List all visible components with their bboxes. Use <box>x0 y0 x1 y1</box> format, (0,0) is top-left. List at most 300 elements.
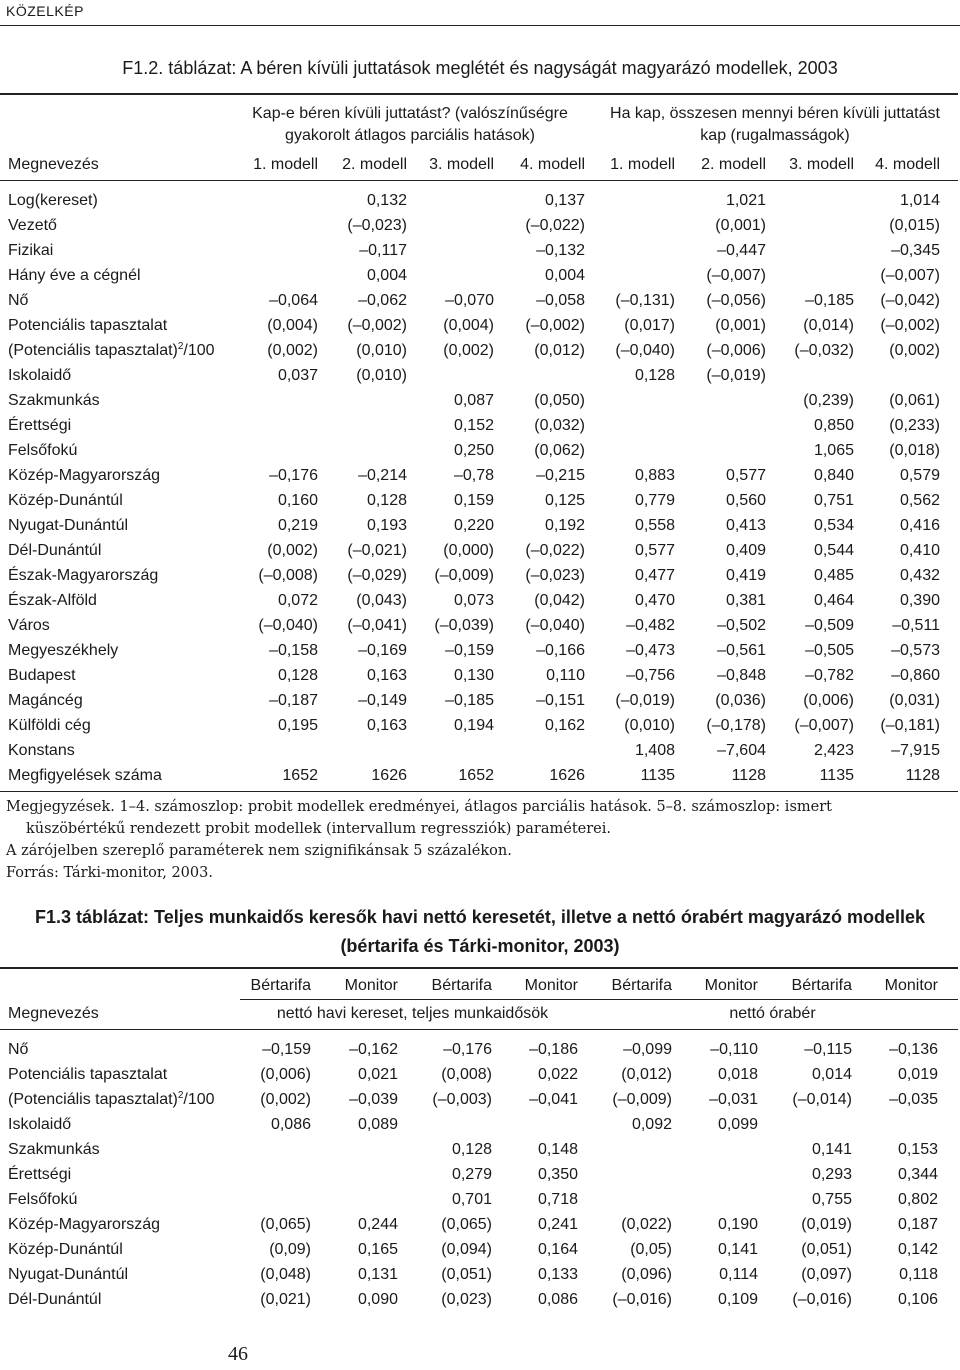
table-cell: (0,002) <box>260 1091 311 1108</box>
table-cell: (–0,022) <box>525 542 585 559</box>
table-cell: 0,751 <box>813 492 854 509</box>
table-cell: 0,089 <box>357 1116 398 1133</box>
row-label-sup: 2 <box>177 341 184 352</box>
row-label: Észak-Alföld <box>8 592 97 609</box>
column-header: Bértarifa <box>250 977 311 994</box>
table-cell: –0,502 <box>717 617 766 634</box>
table-cell: (0,002) <box>267 542 318 559</box>
table-cell: (–0,002) <box>347 317 407 334</box>
row-label: Potenciális tapasztalat <box>8 317 168 334</box>
row-label: Megyeszékhely <box>8 642 119 659</box>
table-cell: 0,130 <box>453 667 494 684</box>
table-cell: (0,043) <box>356 592 407 609</box>
group-header-rugalmassag <box>590 103 960 147</box>
table-cell: (–0,003) <box>432 1091 492 1108</box>
label-header: Megnevezés <box>8 1005 99 1022</box>
table-cell: 0,381 <box>725 592 766 609</box>
note-line: A zárójelben szereplő paraméterek nem szignifikánsak 5 százalékon. <box>6 843 512 859</box>
table-cell: –0,187 <box>269 692 318 709</box>
table-cell: (–0,002) <box>525 317 585 334</box>
table-cell: 0,534 <box>813 517 854 534</box>
table-cell: 0,250 <box>453 442 494 459</box>
table-cell: 0,470 <box>634 592 675 609</box>
table-cell: 0,165 <box>357 1241 398 1258</box>
table-cell: 0,195 <box>277 717 318 734</box>
table-cell: 1626 <box>549 767 585 784</box>
table-cell: –0,159 <box>262 1041 311 1058</box>
table-cell: –0,058 <box>536 292 585 309</box>
table-cell: 0,110 <box>546 667 585 684</box>
table-cell: 1128 <box>905 767 940 784</box>
row-label: Város <box>8 617 50 634</box>
table-cell: (0,031) <box>889 692 940 709</box>
table-cell: 0,464 <box>813 592 854 609</box>
column-header: 3. modell <box>789 156 854 173</box>
table-cell: (0,051) <box>441 1266 492 1283</box>
column-header: 2. modell <box>342 156 407 173</box>
column-header: 4. modell <box>520 156 585 173</box>
table-cell: –0,573 <box>891 642 940 659</box>
row-label: Potenciális tapasztalat <box>8 1066 168 1083</box>
row-label <box>8 341 215 361</box>
table-cell: (–0,041) <box>347 617 407 634</box>
table-cell: 0,413 <box>725 517 766 534</box>
table-cell: (0,010) <box>356 367 407 384</box>
notes <box>6 796 956 884</box>
table-cell: 0,558 <box>634 517 675 534</box>
table-cell: (0,012) <box>534 342 585 359</box>
column-header: 1. modell <box>610 156 675 173</box>
row-label: Fizikai <box>8 242 54 259</box>
table-cell: 0,163 <box>366 717 407 734</box>
table-cell: (0,032) <box>534 417 585 434</box>
table-cell: 0,160 <box>277 492 318 509</box>
row-label: Dél-Dunántúl <box>8 1291 102 1308</box>
table-cell: 0,086 <box>537 1291 578 1308</box>
group-header-probit <box>230 103 590 147</box>
table-cell: 0,128 <box>277 667 318 684</box>
table-cell: 0,125 <box>544 492 585 509</box>
table-cell: (–0,009) <box>434 567 494 584</box>
row-label: Iskolaidő <box>8 1116 72 1133</box>
table-cell: –0,185 <box>805 292 854 309</box>
row-label: Közép-Magyarország <box>8 467 161 484</box>
table-cell: (–0,032) <box>794 342 854 359</box>
table-cell: (0,094) <box>441 1241 492 1258</box>
table-cell: 0,072 <box>277 592 318 609</box>
row-label: Magáncég <box>8 692 83 709</box>
table-cell: –0,159 <box>445 642 494 659</box>
table-cell: (–0,014) <box>792 1091 852 1108</box>
table-cell: –0,561 <box>717 642 766 659</box>
table-cell: 0,141 <box>717 1241 758 1258</box>
table-cell: (0,096) <box>621 1266 672 1283</box>
column-header: 1. modell <box>253 156 318 173</box>
table-cell: 2,423 <box>813 742 854 759</box>
row-label: Érettségi <box>8 417 72 434</box>
table-cell: (0,001) <box>715 317 766 334</box>
table-cell: –0,031 <box>709 1091 758 1108</box>
table-cell: 0,037 <box>277 367 318 384</box>
table-cell: (0,065) <box>441 1216 492 1233</box>
table-cell: 0,579 <box>899 467 940 484</box>
row-label: Log(kereset) <box>8 192 98 209</box>
table-cell: –0,041 <box>529 1091 578 1108</box>
table-cell: (–0,021) <box>347 542 407 559</box>
table2-title-line1: F1.3 táblázat: Teljes munkaidős keresők havi nettó keresetét, illetve a nettó órabért magyarázó modellek <box>35 907 925 927</box>
row-label: Budapest <box>8 667 76 684</box>
table-cell: 1135 <box>640 767 675 784</box>
table-cell: –0,215 <box>536 467 585 484</box>
table-cell: (0,006) <box>260 1066 311 1083</box>
table-cell: 0,152 <box>453 417 494 434</box>
table-cell: –0,035 <box>889 1091 938 1108</box>
table-cell: 0,701 <box>451 1191 492 1208</box>
table-cell: (0,002) <box>267 342 318 359</box>
table-cell: 0,137 <box>544 192 585 209</box>
table-cell: 0,128 <box>634 367 675 384</box>
table-cell: 0,485 <box>813 567 854 584</box>
row-label: Nő <box>8 1041 29 1058</box>
row-label: Megfigyelések száma <box>8 767 162 784</box>
table-cell: 0,560 <box>725 492 766 509</box>
table-cell: (0,023) <box>441 1291 492 1308</box>
column-header: Monitor <box>344 977 398 994</box>
table-cell: 1128 <box>731 767 766 784</box>
table-cell: 0,432 <box>899 567 940 584</box>
table-cell: 0,409 <box>725 542 766 559</box>
table-cell: 0,755 <box>811 1191 852 1208</box>
table-cell: (0,05) <box>630 1241 672 1258</box>
table-cell: –0,064 <box>269 292 318 309</box>
column-header: Monitor <box>524 977 578 994</box>
table-cell: 0,153 <box>897 1141 938 1158</box>
table-cell: 0,131 <box>357 1266 398 1283</box>
table-cell: –0,176 <box>269 467 318 484</box>
column-header: Bértarifa <box>611 977 672 994</box>
table-cell: –7,915 <box>891 742 940 759</box>
table-cell: –0,158 <box>269 642 318 659</box>
table-cell: 0,410 <box>899 542 940 559</box>
table-cell: 0,193 <box>366 517 407 534</box>
note-line: Forrás: Tárki-monitor, 2003. <box>6 865 213 881</box>
table-cell: (–0,009) <box>612 1091 672 1108</box>
table-cell: 0,106 <box>897 1291 938 1308</box>
table-cell: 0,350 <box>537 1166 578 1183</box>
table-cell: –0,062 <box>358 292 407 309</box>
row-label <box>8 1090 215 1110</box>
table-cell: (–0,056) <box>706 292 766 309</box>
table-cell: (–0,002) <box>880 317 940 334</box>
table-cell: –0,136 <box>889 1041 938 1058</box>
table-cell: (0,036) <box>715 692 766 709</box>
table-cell: (0,042) <box>534 592 585 609</box>
table-cell: –0,214 <box>358 467 407 484</box>
table-cell: (0,233) <box>889 417 940 434</box>
table-cell: 1135 <box>819 767 854 784</box>
table-cell: 0,014 <box>811 1066 852 1083</box>
table-cell: 0,118 <box>899 1266 938 1283</box>
table-cell: (–0,019) <box>706 367 766 384</box>
table-cell: 0,092 <box>631 1116 672 1133</box>
table-cell: 0,018 <box>717 1066 758 1083</box>
table-cell: 0,109 <box>717 1291 758 1308</box>
table-cell: (0,010) <box>356 342 407 359</box>
row-label: Dél-Dunántúl <box>8 542 102 559</box>
row-label: Közép-Dunántúl <box>8 1241 123 1258</box>
table-cell: (0,014) <box>803 317 854 334</box>
table-cell: 0,192 <box>544 517 585 534</box>
table-cell: (0,09) <box>269 1241 311 1258</box>
note-line: küszöbértékű rendezett probit modellek (intervallum regressziók) paraméterei. <box>26 821 611 837</box>
header-rule <box>0 1029 958 1030</box>
table-cell: (–0,022) <box>525 217 585 234</box>
table-cell: (0,019) <box>801 1216 852 1233</box>
table-cell: (0,000) <box>443 542 494 559</box>
table-cell: 0,019 <box>897 1066 938 1083</box>
table-cell: (0,022) <box>621 1216 672 1233</box>
table-cell: 0,850 <box>813 417 854 434</box>
table-cell: 0,577 <box>634 542 675 559</box>
table-cell: (0,062) <box>534 442 585 459</box>
table2-title-line2: (bértarifa és Tárki-monitor, 2003) <box>340 936 620 956</box>
table-cell: –0,132 <box>536 242 585 259</box>
table-cell: 1,065 <box>813 442 854 459</box>
table-cell: (–0,007) <box>880 267 940 284</box>
table-cell: 1,408 <box>634 742 675 759</box>
column-header: Monitor <box>704 977 758 994</box>
table-cell: (–0,040) <box>258 617 318 634</box>
table-cell: –0,447 <box>717 242 766 259</box>
row-label: Felsőfokú <box>8 1191 78 1208</box>
table-cell: (–0,023) <box>347 217 407 234</box>
table-cell: 0,390 <box>899 592 940 609</box>
column-header: 3. modell <box>429 156 494 173</box>
row-label-suffix: /100 <box>183 342 215 359</box>
table-cell: –7,604 <box>717 742 766 759</box>
table-cell: –0,176 <box>443 1041 492 1058</box>
table-cell: –0,511 <box>892 617 940 634</box>
row-label: Iskolaidő <box>8 367 72 384</box>
table-cell: 0,133 <box>537 1266 578 1283</box>
row-label: Közép-Magyarország <box>8 1216 161 1233</box>
table-cell: (0,008) <box>441 1066 492 1083</box>
table-cell: (–0,016) <box>612 1291 672 1308</box>
table-cell: (0,004) <box>267 317 318 334</box>
table-cell: 0,128 <box>366 492 407 509</box>
table-cell: (0,012) <box>621 1066 672 1083</box>
table-cell: 0,244 <box>357 1216 398 1233</box>
table-cell: 0,419 <box>725 567 766 584</box>
table-cell: –0,162 <box>349 1041 398 1058</box>
table-cell: 0,544 <box>813 542 854 559</box>
row-label: Hány éve a cégnél <box>8 267 141 284</box>
table-cell: –0,78 <box>453 467 494 484</box>
table-cell: 1652 <box>458 767 494 784</box>
table-cell: –0,860 <box>891 667 940 684</box>
table1-title: F1.2. táblázat: A béren kívüli juttatások meglétét és nagyságát magyarázó modellek, 2003 <box>122 58 838 78</box>
row-label: Észak-Magyarország <box>8 567 159 584</box>
table-cell: 0,279 <box>451 1166 492 1183</box>
table-cell: (–0,023) <box>525 567 585 584</box>
row-label-suffix: /100 <box>183 1091 215 1108</box>
table-cell: 0,477 <box>634 567 675 584</box>
group-header-line: gyakorolt átlagos parciális hatások) <box>285 127 535 144</box>
table-cell: (0,050) <box>534 392 585 409</box>
table-cell: (–0,040) <box>615 342 675 359</box>
row-label: Szakmunkás <box>8 392 100 409</box>
table-cell: (0,051) <box>801 1241 852 1258</box>
table-cell: –0,169 <box>358 642 407 659</box>
row-label: Felsőfokú <box>8 442 78 459</box>
table-cell: –0,185 <box>445 692 494 709</box>
table-cell: (0,048) <box>260 1266 311 1283</box>
table-cell: 0,148 <box>537 1141 578 1158</box>
table-cell: (–0,178) <box>706 717 766 734</box>
group-header-monthly: nettó havi kereset, teljes munkaidősök <box>276 1005 549 1022</box>
table-cell: –0,782 <box>805 667 854 684</box>
table-cell: (–0,181) <box>880 717 940 734</box>
row-label: Külföldi cég <box>8 717 91 734</box>
table-cell: 0,344 <box>897 1166 938 1183</box>
column-header: Bértarifa <box>431 977 492 994</box>
table-cell: (–0,016) <box>792 1291 852 1308</box>
table-cell: (–0,008) <box>258 567 318 584</box>
table-cell: 0,416 <box>899 517 940 534</box>
table-cell: (0,010) <box>624 717 675 734</box>
table-cell: 0,779 <box>634 492 675 509</box>
table-cell: (–0,007) <box>794 717 854 734</box>
table-cell: 0,187 <box>897 1216 938 1233</box>
table-cell: 0,114 <box>719 1266 758 1283</box>
table-cell: –0,070 <box>445 292 494 309</box>
table-cell: –0,756 <box>626 667 675 684</box>
table-cell: 0,021 <box>357 1066 398 1083</box>
row-label: Nyugat-Dunántúl <box>8 517 129 534</box>
row-label: Érettségi <box>8 1166 72 1183</box>
table-cell: (–0,029) <box>347 567 407 584</box>
table-cell: –0,117 <box>359 242 407 259</box>
row-label: Szakmunkás <box>8 1141 100 1158</box>
group-header-line: Kap-e béren kívüli juttatást? (valószínűségre <box>252 105 568 122</box>
column-header: Bértarifa <box>791 977 852 994</box>
table-cell: 1626 <box>371 767 407 784</box>
table-cell: 0,220 <box>453 517 494 534</box>
table-cell: 1652 <box>282 767 318 784</box>
table-cell: 0,241 <box>537 1216 578 1233</box>
row-label-sup: 2 <box>177 1090 184 1101</box>
group-header-line: kap (rugalmasságok) <box>700 127 850 144</box>
table-cell: (–0,042) <box>880 292 940 309</box>
row-label: Nő <box>8 292 29 309</box>
table-cell: 0,190 <box>717 1216 758 1233</box>
header-rule <box>0 180 958 181</box>
row-label: Közép-Dunántúl <box>8 492 123 509</box>
table-cell: 0,164 <box>537 1241 578 1258</box>
table-cell: –0,115 <box>804 1041 852 1058</box>
table1-bottom-rule <box>0 791 958 792</box>
column-header: Monitor <box>884 977 938 994</box>
group-header-line: Ha kap, összesen mennyi béren kívüli juttatást <box>610 105 940 122</box>
subheader-rule <box>240 999 958 1000</box>
table-cell: –0,482 <box>626 617 675 634</box>
table-cell: (0,015) <box>889 217 940 234</box>
group-header-hourly: nettó órabér <box>729 1005 816 1022</box>
table-cell: (–0,040) <box>525 617 585 634</box>
table2-top-rule <box>0 967 958 969</box>
table-cell: 0,022 <box>537 1066 578 1083</box>
table-cell: 0,142 <box>897 1241 938 1258</box>
row-label: Konstans <box>8 742 75 759</box>
table-cell: 0,132 <box>366 192 407 209</box>
table-cell: –0,110 <box>710 1041 758 1058</box>
table-cell: 0,004 <box>366 267 407 284</box>
table-cell: (0,001) <box>715 217 766 234</box>
table-cell: 0,090 <box>357 1291 398 1308</box>
table-cell: (–0,007) <box>706 267 766 284</box>
table-cell: (0,065) <box>260 1216 311 1233</box>
table2-title <box>0 903 960 961</box>
table-cell: –0,473 <box>626 642 675 659</box>
table-cell: 0,718 <box>537 1191 578 1208</box>
table-cell: 1,021 <box>725 192 766 209</box>
table-cell: 0,840 <box>813 467 854 484</box>
table-cell: (0,061) <box>889 392 940 409</box>
table-cell: –0,039 <box>349 1091 398 1108</box>
table-cell: –0,345 <box>891 242 940 259</box>
table-cell: –0,848 <box>717 667 766 684</box>
page-number: 46 <box>228 1343 248 1365</box>
table-cell: (0,002) <box>889 342 940 359</box>
table-cell: 1,014 <box>899 192 940 209</box>
table-cell: 0,087 <box>453 392 494 409</box>
table-cell: 0,577 <box>725 467 766 484</box>
table-cell: 0,293 <box>811 1166 852 1183</box>
table-cell: 0,562 <box>899 492 940 509</box>
table-cell: 0,163 <box>366 667 407 684</box>
table-cell: 0,099 <box>717 1116 758 1133</box>
table-cell: 0,162 <box>544 717 585 734</box>
table-cell: 0,128 <box>451 1141 492 1158</box>
row-label-text: (Potenciális tapasztalat) <box>8 342 178 359</box>
table-cell: (–0,006) <box>706 342 766 359</box>
row-label: Vezető <box>8 217 57 234</box>
table-cell: 0,194 <box>453 717 494 734</box>
table-cell: 0,141 <box>811 1141 852 1158</box>
table-cell: (0,006) <box>803 692 854 709</box>
table-cell: –0,505 <box>805 642 854 659</box>
table-cell: 0,883 <box>634 467 675 484</box>
table-cell: 0,073 <box>453 592 494 609</box>
note-line: Megjegyzések. 1–4. számoszlop: probit modellek eredményei, átlagos parciális hatások. 5–8. számoszlop: ismert <box>6 799 832 815</box>
label-header: Megnevezés <box>8 156 99 173</box>
table-cell: 0,802 <box>897 1191 938 1208</box>
table1-top-rule <box>0 93 958 95</box>
table-cell: –0,151 <box>536 692 585 709</box>
table-cell: –0,166 <box>536 642 585 659</box>
section-rule <box>0 25 960 26</box>
row-label: Nyugat-Dunántúl <box>8 1266 129 1283</box>
table-cell: (0,017) <box>624 317 675 334</box>
table-cell: (0,097) <box>801 1266 852 1283</box>
table-cell: (0,004) <box>443 317 494 334</box>
column-header: 2. modell <box>701 156 766 173</box>
table-cell: (0,018) <box>889 442 940 459</box>
table-cell: –0,149 <box>358 692 407 709</box>
row-label-text: (Potenciális tapasztalat) <box>8 1091 178 1108</box>
table-cell: –0,099 <box>623 1041 672 1058</box>
column-header: 4. modell <box>875 156 940 173</box>
